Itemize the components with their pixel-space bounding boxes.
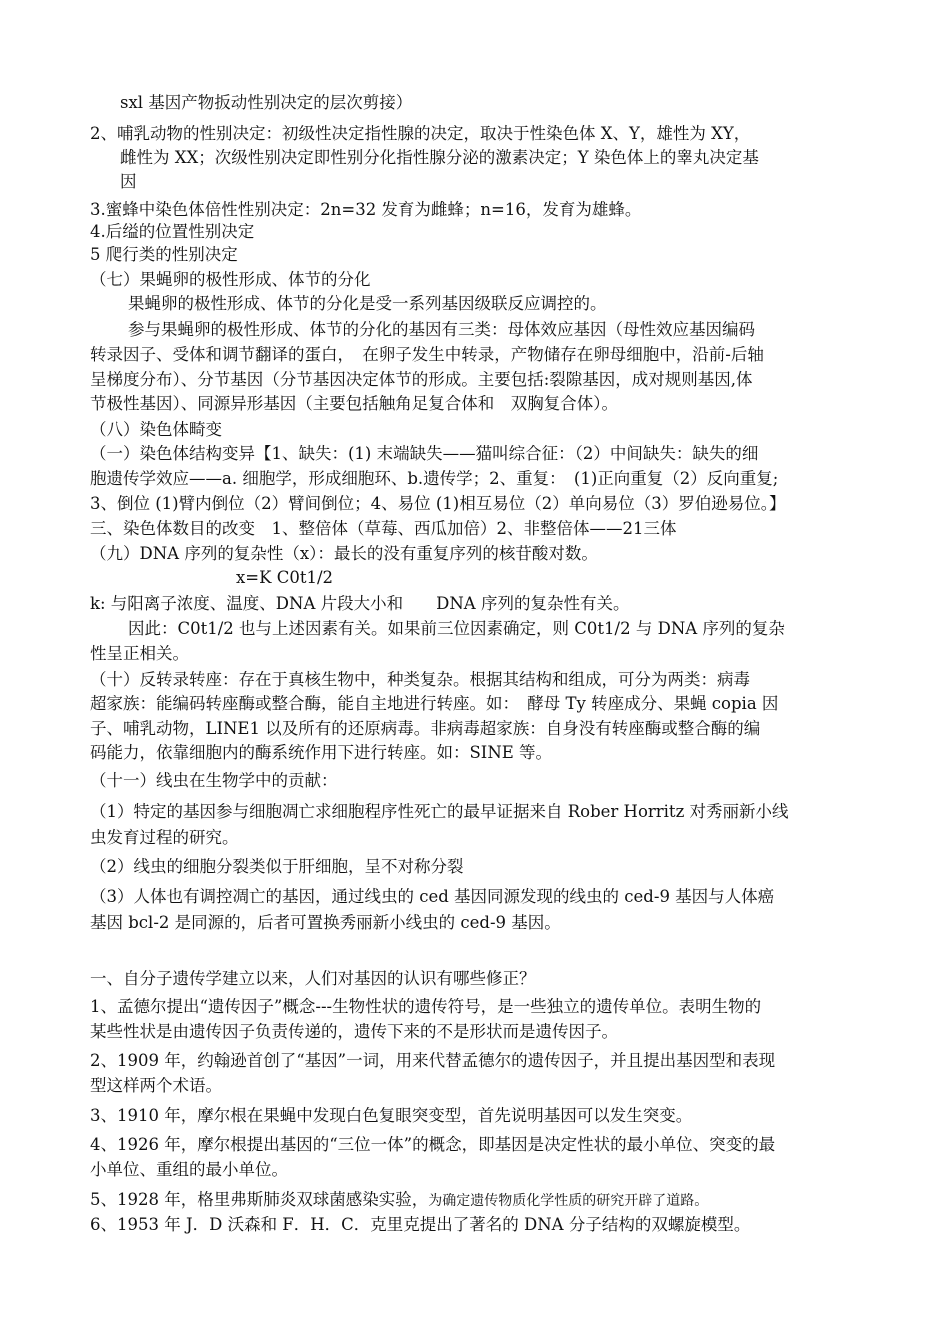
- text-line: 虫发育过程的研究。: [90, 828, 239, 847]
- section-heading: （八）染色体畸变: [90, 420, 222, 439]
- text-line: 2、1909 年，约翰逊首创了“基因”一词，用来代替孟德尔的遗传因子，并且提出基因型和表现: [90, 1051, 776, 1070]
- text-line: 呈梯度分布）、分节基因（分节基因决定体节的形成。主要包括:裂隙基因，成对规则基因,体: [90, 370, 753, 389]
- section-heading: （十一）线虫在生物学中的贡献：: [90, 771, 338, 790]
- text-line: 子、哺乳动物，LINE1 以及所有的还原病毒。非病毒超家族：自身没有转座酶或整合酶的编: [90, 719, 761, 738]
- text-line: sxl 基因产物扳动性别决定的层次剪接）: [120, 93, 413, 112]
- text-line: 雌性为 XX；次级性别决定即性别分化指性腺分泌的激素决定；Y 染色体上的睾丸决定基: [120, 148, 759, 167]
- section-heading: （十）反转录转座：存在于真核生物中，种类复杂。根据其结构和组成，可分为两类：病毒: [90, 670, 750, 689]
- text-line: 2、哺乳动物的性别决定：初级性决定指性腺的决定，取决于性染色体 X、Y，雄性为 XY，: [90, 124, 751, 143]
- text-line: 性呈正相关。: [90, 644, 189, 663]
- text-line: 果蝇卵的极性形成、体节的分化是受一系列基因级联反应调控的。: [128, 294, 607, 313]
- text-line: 3、倒位 (1)臂内倒位（2）臂间倒位；4、易位 (1)相互易位（2）单向易位（3）罗伯逊易位。】: [90, 494, 786, 513]
- text-line: 转录因子、受体和调节翻译的蛋白， 在卵子发生中转录，产物储存在卵母细胞中，沿前-后轴: [90, 345, 764, 364]
- text-line: 型这样两个术语。: [90, 1076, 222, 1095]
- text-line: （3）人体也有调控凋亡的基因，通过线虫的 ced 基因同源发现的线虫的 ced-9 基因与人体癌: [90, 887, 775, 906]
- text-line: （一）染色体结构变异【1、缺失：(1) 末端缺失——猫叫综合征：（2）中间缺失：缺失的细: [90, 444, 759, 463]
- text-line: [90, 1188, 708, 1213]
- text-line: 3、1910 年，摩尔根在果蝇中发现白色复眼突变型，首先说明基因可以发生突变。: [90, 1106, 693, 1125]
- text-line: 4、1926 年，摩尔根提出基因的“三位一体”的概念，即基因是决定性状的最小单位、突变的最: [90, 1135, 776, 1154]
- formula: x=K C0t1/2: [236, 568, 334, 587]
- text-line: 参与果蝇卵的极性形成、体节的分化的基因有三类：母体效应基因（母性效应基因编码: [128, 320, 755, 339]
- text-line: 三、染色体数目的改变 1、整倍体（草莓、西瓜加倍）2、非整倍体——21三体: [90, 519, 677, 538]
- text-line: 基因 bcl-2 是同源的，后者可置换秀丽新小线虫的 ced-9 基因。: [90, 913, 561, 932]
- text-line: 某些性状是由遗传因子负责传递的，遗传下来的不是形状而是遗传因子。: [90, 1022, 618, 1041]
- text-line: 胞遗传学效应——a. 细胞学，形成细胞环、b.遗传学；2、重复： (1)正向重复（2）反向重复;: [90, 469, 779, 488]
- text-line: k: 与阳离子浓度、温度、DNA 片段大小和 DNA 序列的复杂性有关。: [90, 594, 630, 613]
- text-line: 小单位、重组的最小单位。: [90, 1160, 288, 1179]
- question-heading: 一、自分子遗传学建立以来，人们对基因的认识有哪些修正？: [90, 969, 536, 988]
- text-line: 3.蜜蜂中染色体倍性性别决定：2n=32 发育为雌蜂；n=16，发育为雄蜂。: [90, 200, 642, 219]
- text-line: 因此：C0t1/2 也与上述因素有关。如果前三位因素确定，则 C0t1/2 与 DNA 序列的复杂: [128, 619, 785, 638]
- text-line: 因: [120, 172, 137, 191]
- section-heading: （七）果蝇卵的极性形成、体节的分化: [90, 270, 371, 289]
- text-line: 1、孟德尔提出“遗传因子”概念---生物性状的遗传符号，是一些独立的遗传单位。表明生物的: [90, 997, 762, 1016]
- text-line: 5 爬行类的性别决定: [90, 245, 238, 264]
- text-line: （1）特定的基因参与细胞凋亡求细胞程序性死亡的最早证据来自 Rober Horritz 对秀丽新小线: [90, 802, 789, 821]
- text-line: （2）线虫的细胞分裂类似于肝细胞，呈不对称分裂: [90, 857, 464, 876]
- text-line-small-part: 为确定遗传物质化学性质的研究开辟了道路。: [428, 1193, 709, 1209]
- text-line: 节极性基因）、同源异形基因（主要包括触角足复合体和 双胸复合体）。: [90, 394, 618, 413]
- text-line: 6、1953 年 J．D 沃森和 F．H．C．克里克提出了著名的 DNA 分子结构的双螺旋模型。: [90, 1215, 751, 1234]
- text-line-part: 5、1928 年，格里弗斯肺炎双球菌感染实验，: [90, 1190, 429, 1209]
- text-line: 4.后缢的位置性别决定: [90, 222, 255, 241]
- text-line: 超家族：能编码转座酶或整合酶，能自主地进行转座。如： 酵母 Ty 转座成分、果蝇 copia 因: [90, 694, 779, 713]
- text-line: 码能力，依靠细胞内的酶系统作用下进行转座。如：SINE 等。: [90, 743, 553, 762]
- section-heading: （九）DNA 序列的复杂性（x）：最长的没有重复序列的核苷酸对数。: [90, 544, 598, 563]
